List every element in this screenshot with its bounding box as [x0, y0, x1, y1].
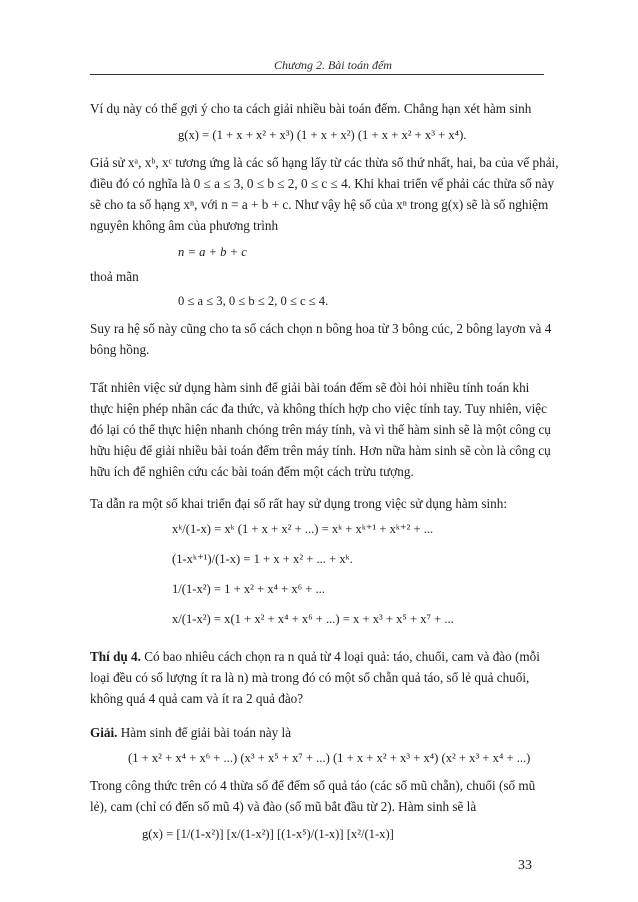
paragraph-line: sẽ cho ta số hạng xⁿ, với n = a + b + c. Như vậy hệ số của xⁿ trong g(x) sẽ là số nghiệm [90, 197, 549, 212]
solution-text: Hàm sinh để giải bài toán này là [117, 725, 292, 740]
paragraph-line: hữu ích để nghiên cứu các bài toán đếm một cách trừu tượng. [90, 464, 414, 479]
paragraph-line: đó lại có thể thực hiện nhanh chóng trên máy tính, và vì thế hàm sinh sẽ là một công cụ [90, 422, 551, 437]
solution-line [90, 725, 291, 741]
example-label: Thí dụ 4. [90, 649, 141, 664]
example-line [90, 649, 540, 665]
expansion-formula-4: x/(1-x²) = x(1 + x² + x⁴ + x⁶ + ...) = x + x³ + x⁵ + x⁷ + ... [172, 612, 454, 626]
equation-generating-function: (1 + x² + x⁴ + x⁶ + ...) (x³ + x⁵ + x⁷ + ...) (1 + x + x² + x³ + x⁴) (x² + x³ + x⁴ + ...) [128, 751, 531, 765]
header-rule [90, 74, 544, 75]
equation-final-g-of-x: g(x) = [1/(1-x²)] [x/(1-x²)] [(1-x⁵)/(1-x)] [x²/(1-x)] [142, 827, 394, 841]
expansion-formula-2: (1-xᵏ⁺¹)/(1-x) = 1 + x + x² + ... + xᵏ. [172, 552, 353, 566]
expansion-formula-1: xᵏ/(1-x) = xᵏ (1 + x + x² + ...) = xᵏ + xᵏ⁺¹ + xᵏ⁺² + ... [172, 522, 434, 536]
paragraph-line: lẻ), cam (chỉ có đến số mũ 4) và đào (số mũ bắt đầu từ 2). Hàm sinh sẽ là [90, 799, 477, 814]
paragraph-line: Suy ra hệ số này cũng cho ta số cách chọn n bông hoa từ 3 bông cúc, 2 bông layơn và 4 [90, 321, 552, 336]
paragraph-line: Trong công thức trên có 4 thừa số để đếm số quả táo (các số mũ chẵn), chuối (số mũ [90, 778, 536, 793]
paragraph-line: Giả sử xᵃ, xᵇ, xᶜ tương ứng là các số hạng lấy từ các thừa số thứ nhất, hai, ba của vế phải, [90, 155, 559, 170]
solution-label: Giải. [90, 725, 118, 740]
paragraph-line: thực hiện phép nhân các đa thức, và không thích hợp cho việc tính tay. Tuy nhiên, việc [90, 401, 547, 416]
equation-constraints: 0 ≤ a ≤ 3, 0 ≤ b ≤ 2, 0 ≤ c ≤ 4. [178, 294, 329, 308]
equation-n: n = a + b + c [178, 245, 247, 259]
expansion-formula-3: 1/(1-x²) = 1 + x² + x⁴ + x⁶ + ... [172, 582, 325, 596]
paragraph-line: điều đó có nghĩa là 0 ≤ a ≤ 3, 0 ≤ b ≤ 2, 0 ≤ c ≤ 4. Khi khai triển vế phải các thừa số này [90, 176, 555, 191]
example-text: Có bao nhiêu cách chọn ra n quả từ 4 loại quả: táo, chuối, cam và đào (mỗi [140, 649, 540, 664]
paragraph-line: bông hồng. [90, 342, 150, 357]
paragraph-line: nguyên không âm của phương trình [90, 218, 279, 233]
paragraph-line: Ta dẫn ra một số khai triển đại số rất hay sử dụng trong việc sử dụng hàm sinh: [90, 496, 507, 511]
running-header: Chương 2. Bài toán đếm [274, 58, 392, 72]
intro-line: Ví dụ này có thể gợi ý cho ta cách giải nhiều bài toán đếm. Chẳng hạn xét hàm sinh [90, 101, 532, 116]
paragraph-line: loại đều có số lượng ít ra là n) mà trong đó có một số chẵn quả táo, số lẻ quả chuối, [90, 670, 530, 685]
paragraph-line: Tất nhiên việc sử dụng hàm sinh để giải bài toán đếm sẽ đòi hỏi nhiều tính toán khi [90, 380, 530, 395]
page-number: 33 [518, 858, 532, 873]
paragraph-line: thoả mãn [90, 269, 139, 284]
paragraph-line: hữu hiệu để giải nhiều bài toán đếm trên máy tính. Hơn nữa hàm sinh sẽ còn là công cụ [90, 443, 551, 458]
paragraph-line: không quá 4 quả cam và ít ra 2 quả đào? [90, 691, 304, 706]
equation-g-of-x: g(x) = (1 + x + x² + x³) (1 + x + x²) (1 + x + x² + x³ + x⁴). [178, 128, 467, 142]
